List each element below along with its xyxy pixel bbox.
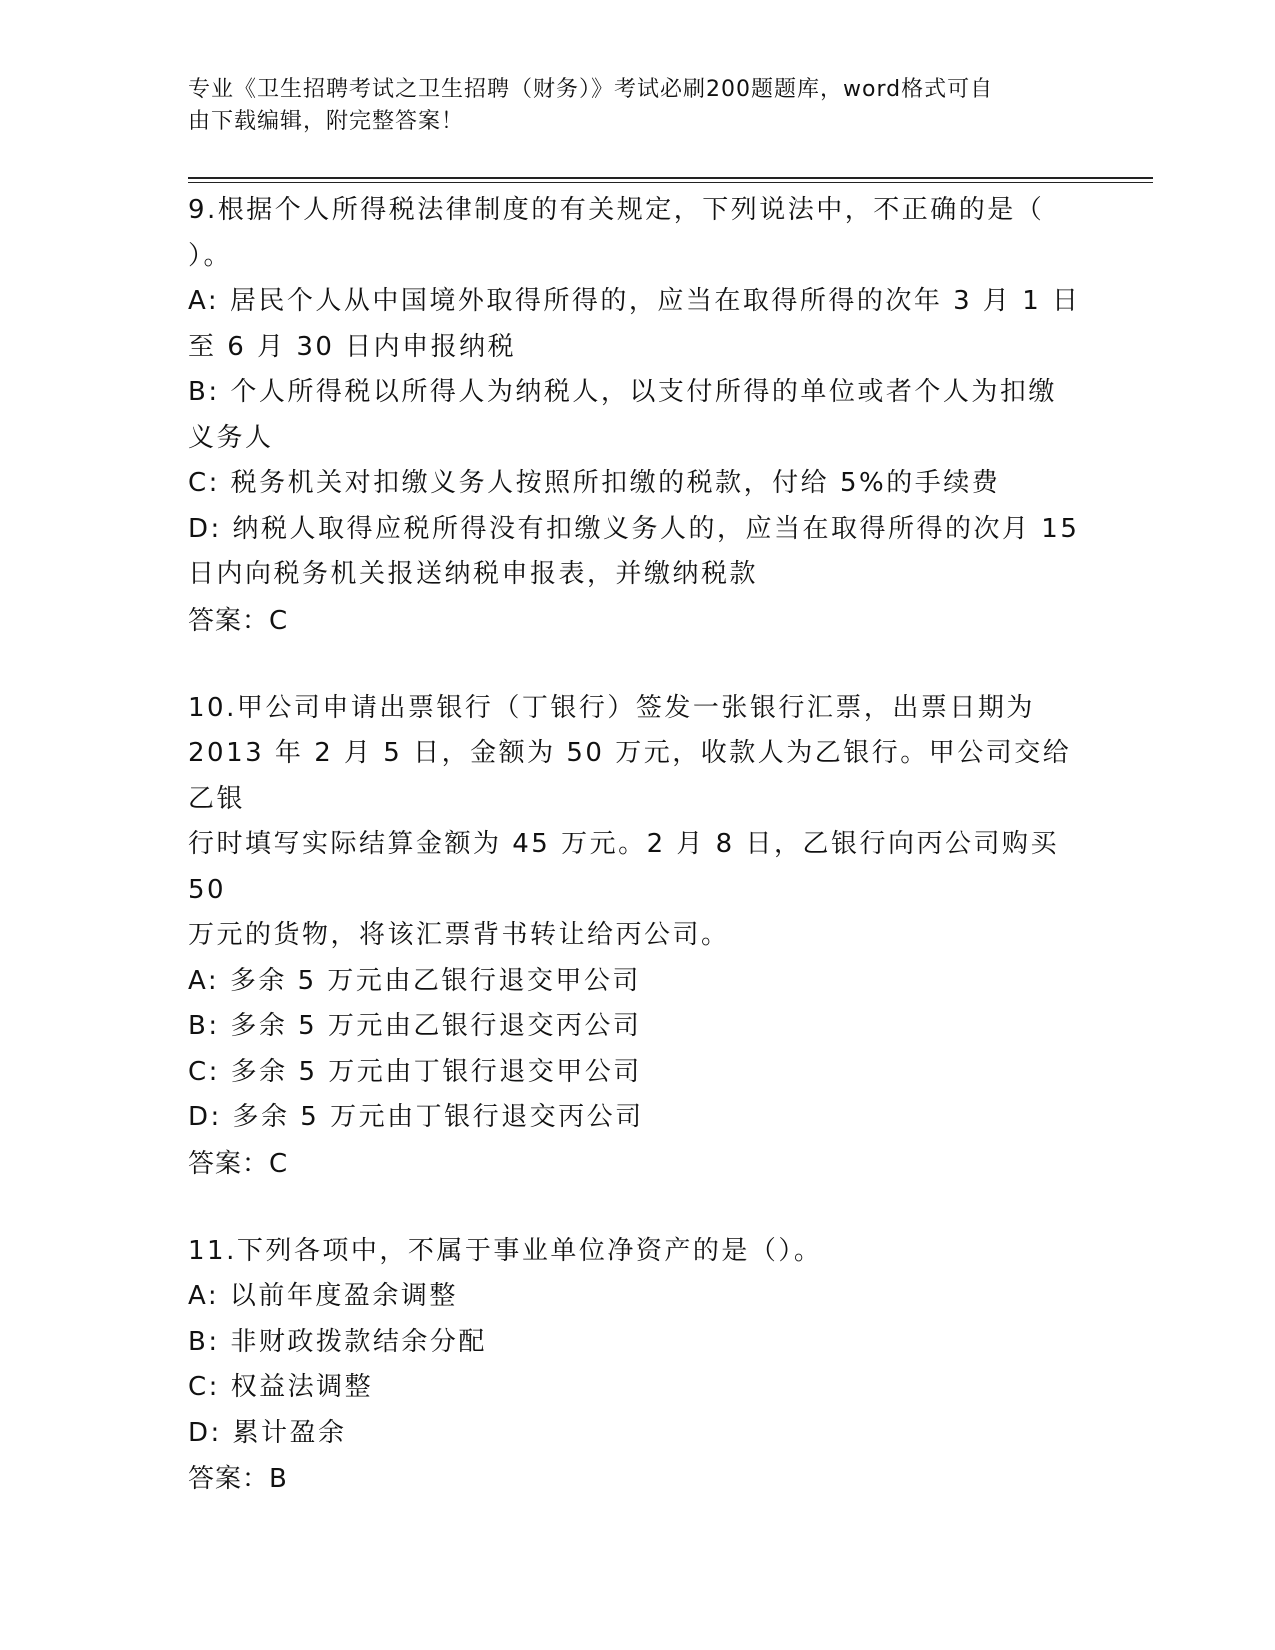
question-9 xyxy=(188,188,1088,644)
question-stem-line: 万元的货物，将该汇票背书转让给丙公司。 xyxy=(188,920,730,950)
option-c-line: C: 税务机关对扣缴义务人按照所扣缴的税款，付给 5%的手续费 xyxy=(188,468,1001,498)
answer-label: 答案：B xyxy=(188,1464,288,1494)
question-10 xyxy=(188,686,1088,1187)
option-d-line: 日内向税务机关报送纳税申报表，并缴纳税款 xyxy=(188,559,759,589)
header-line: 专业《卫生招聘考试之卫生招聘（财务）》考试必刷200题题库，word格式可自 xyxy=(188,77,994,102)
option-b-line: B: 多余 5 万元由乙银行退交丙公司 xyxy=(188,1011,642,1041)
question-spacer xyxy=(188,644,1088,686)
question-stem-line: 行时填写实际结算金额为 45 万元。2 月 8 日，乙银行向丙公司购买 50 xyxy=(188,829,1059,905)
option-b-line: 义务人 xyxy=(188,422,274,453)
option-d-line: D: 多余 5 万元由丁银行退交丙公司 xyxy=(188,1102,644,1132)
document-header xyxy=(188,74,1088,138)
option-c-line: C: 权益法调整 xyxy=(188,1372,374,1402)
question-spacer xyxy=(188,1187,1088,1229)
question-stem-line: 11.下列各项中，不属于事业单位净资产的是（）。 xyxy=(188,1235,823,1266)
question-stem-line: 10.甲公司申请出票银行（丁银行）签发一张银行汇票，出票日期为 xyxy=(188,692,1035,723)
question-list xyxy=(188,188,1088,1502)
header-line: 由下载编辑，附完整答案！ xyxy=(188,109,465,134)
question-11 xyxy=(188,1229,1088,1503)
option-a-line: A: 以前年度盈余调整 xyxy=(188,1281,458,1311)
option-a-line: 至 6 月 30 日内申报纳税 xyxy=(188,331,517,362)
question-stem-line: ）。 xyxy=(188,240,233,271)
option-d-line: D: 纳税人取得应税所得没有扣缴义务人的，应当在取得所得的次月 15 xyxy=(188,513,1080,544)
option-b-line: B: 非财政拨款结余分配 xyxy=(188,1326,487,1357)
answer-label: 答案：C xyxy=(188,1148,289,1179)
answer-label: 答案：C xyxy=(188,605,289,636)
option-d-line: D: 累计盈余 xyxy=(188,1417,347,1448)
option-c-line: C: 多余 5 万元由丁银行退交甲公司 xyxy=(188,1056,642,1087)
option-a-line: A: 多余 5 万元由乙银行退交甲公司 xyxy=(188,965,641,996)
header-divider xyxy=(188,177,1153,179)
question-stem-line: 2013 年 2 月 5 日，金额为 50 万元，收款人为乙银行。甲公司交给乙银 xyxy=(188,738,1072,814)
option-a-line: A: 居民个人从中国境外取得所得的，应当在取得所得的次年 3 月 1 日 xyxy=(188,286,1081,316)
question-stem-line: 9.根据个人所得税法律制度的有关规定，下列说法中，不正确的是（ xyxy=(188,195,1045,225)
header-divider-thin xyxy=(188,182,1153,183)
option-b-line: B: 个人所得税以所得人为纳税人，以支付所得的单位或者个人为扣缴 xyxy=(188,377,1057,407)
